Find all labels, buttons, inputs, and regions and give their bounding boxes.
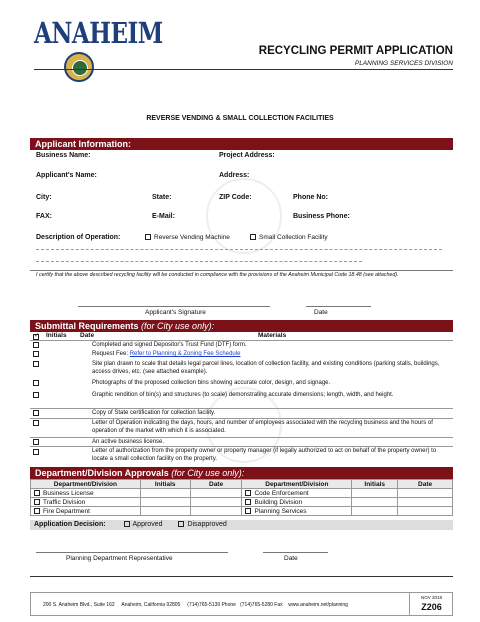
decision-row [30, 520, 453, 530]
city-label: City: [36, 194, 52, 201]
col-date: Date [80, 332, 95, 339]
description-label: Description of Operation: [36, 234, 121, 241]
checkbox[interactable] [33, 361, 39, 367]
initials-cell[interactable] [352, 498, 398, 507]
phone-label: Phone No: [293, 194, 328, 201]
checkbox[interactable] [250, 234, 256, 240]
project-address-label: Project Address: [219, 152, 275, 159]
checkbox[interactable] [34, 490, 40, 496]
address-label: Address: [219, 172, 250, 179]
form-code: Z206 [421, 602, 442, 612]
initials-cell[interactable] [140, 489, 190, 498]
form-subtitle: PLANNING SERVICES DIVISION [354, 60, 453, 67]
dept-cell: Planning Services [242, 507, 352, 516]
material-item: Site plan drawn to scale that details legal parcel lines, location of collection facility, and existing conditions (parking stalls, buildings, access drives, etc. (see attached example). [92, 361, 440, 375]
date-cell[interactable] [398, 489, 453, 498]
dept-cell: Fire Department [31, 507, 141, 516]
footer [30, 592, 453, 616]
header-rule [34, 69, 453, 70]
submittal-heading: Submittal Requirements (for City use only): [30, 320, 453, 332]
date-cell[interactable] [398, 507, 453, 516]
state-label: State: [152, 194, 172, 201]
checkbox[interactable] [33, 380, 39, 386]
dept-cell: Business License [31, 489, 141, 498]
checkbox[interactable] [124, 521, 130, 527]
initials-cell[interactable] [352, 489, 398, 498]
col-materials: Materials [258, 332, 287, 339]
material-item: An active business license. [92, 439, 165, 445]
checkbox[interactable] [245, 490, 251, 496]
decision-date-line[interactable] [263, 552, 328, 553]
dept-cell: Traffic Division [31, 498, 141, 507]
signature-date-label: Date [314, 309, 328, 316]
applicant-name-label: Applicant's Name: [36, 172, 97, 179]
material-item: Completed and signed Depositor's Trust Fund (DTF) form. [92, 342, 247, 348]
form-id-box [409, 593, 453, 615]
checkbox[interactable] [34, 499, 40, 505]
fax-label: FAX: [36, 213, 52, 220]
description-line[interactable] [36, 249, 442, 250]
option-small-collection[interactable]: Small Collection Facility [250, 234, 328, 241]
department-table [30, 479, 453, 516]
checkbox[interactable] [33, 420, 39, 426]
representative-signature-line[interactable] [36, 552, 228, 553]
col-date: Date [190, 480, 242, 489]
checkbox[interactable] [33, 392, 39, 398]
checkbox[interactable] [178, 521, 184, 527]
checkbox[interactable] [245, 499, 251, 505]
description-line[interactable] [36, 261, 362, 262]
logo-text: ANAHEIM [34, 16, 163, 51]
col-date: Date [398, 480, 453, 489]
signature-line[interactable] [78, 306, 270, 307]
table-row [31, 489, 453, 498]
divider [30, 576, 453, 577]
revision-date: NOV 2018 [420, 595, 442, 600]
decision-date-label: Date [284, 555, 298, 562]
option-approved[interactable]: Approved [124, 521, 163, 528]
applicant-info-heading: Applicant Information: [30, 138, 453, 150]
col-initials: Initials [140, 480, 190, 489]
anaheim-logo [34, 16, 163, 84]
date-cell[interactable] [190, 489, 242, 498]
representative-label: Planning Department Representative [66, 555, 173, 562]
material-item: Graphic rendition of bin(s) and structures (to scale) demonstrating accurate dimensions; length, width, and height. [92, 392, 394, 398]
checkbox[interactable] [33, 351, 39, 357]
seal-watermark-icon [206, 178, 282, 254]
material-item-fee: Request Fee: Refer to Planning & Zoning Fee Schedule [92, 351, 241, 357]
checkbox[interactable] [33, 439, 39, 445]
checkbox[interactable] [33, 342, 39, 348]
material-item: Photographs of the proposed collection bins showing accurate color, design, and signage. [92, 380, 331, 386]
material-item: Copy of State certification for collection facility. [92, 410, 216, 416]
business-phone-label: Business Phone: [293, 213, 350, 220]
col-department: Department/Division [242, 480, 352, 489]
initials-cell[interactable] [140, 498, 190, 507]
date-cell[interactable] [398, 498, 453, 507]
table-row [31, 507, 453, 516]
material-item: Letter of authorization from the property owner or property manager (if legally authorized to act on behalf of the property owner) to locate a small collection facility on the property. [92, 448, 437, 462]
certification-statement: I certify that the above described recycling facility will be conducted in compliance with the provisions of the Anaheim Municipal Code 18.48 (see attached). [36, 272, 399, 278]
initials-cell[interactable] [140, 507, 190, 516]
fee-schedule-link[interactable]: Refer to Planning & Zoning Fee Schedule [129, 351, 241, 357]
date-cell[interactable] [190, 498, 242, 507]
checkbox[interactable] [33, 410, 39, 416]
date-cell[interactable] [190, 507, 242, 516]
checkbox[interactable] [245, 508, 251, 514]
col-initials: Initials [352, 480, 398, 489]
date-line[interactable] [306, 306, 371, 307]
dept-cell: Code Enforcement [242, 489, 352, 498]
dept-cell: Building Division [242, 498, 352, 507]
initials-cell[interactable] [352, 507, 398, 516]
form-title: RECYCLING PERMIT APPLICATION [258, 45, 453, 57]
col-initials: Initials [46, 332, 67, 339]
option-disapproved[interactable]: Disapproved [178, 521, 226, 528]
table-row [31, 498, 453, 507]
col-department: Department/Division [31, 480, 141, 489]
footer-contact: 200 S. Anaheim Blvd., Suite 162 Anaheim, California 92805 (714)765-5139 Phone (714)765-5280 Fax www.anaheim.net/planning [43, 602, 348, 608]
material-item: Letter of Operation indicating the days, hours, and number of employees associated with the recycling business and the hours of operation of the market with which it is associated. [92, 420, 433, 434]
checkbox[interactable] [33, 449, 39, 455]
option-reverse-vending[interactable]: Reverse Vending Machine [145, 234, 230, 241]
signature-label: Applicant's Signature [145, 309, 206, 316]
department-heading: Department/Division Approvals (for City use only): [30, 467, 453, 479]
city-seal-icon [64, 52, 94, 82]
email-label: E-Mail: [152, 213, 175, 220]
business-name-label: Business Name: [36, 152, 91, 159]
checkbox[interactable] [34, 508, 40, 514]
zip-label: ZIP Code: [219, 194, 252, 201]
section-title: REVERSE VENDING & SMALL COLLECTION FACILITIES [146, 115, 334, 122]
divider [30, 270, 453, 271]
checkbox[interactable] [145, 234, 151, 240]
decision-label: Application Decision: [34, 521, 106, 528]
